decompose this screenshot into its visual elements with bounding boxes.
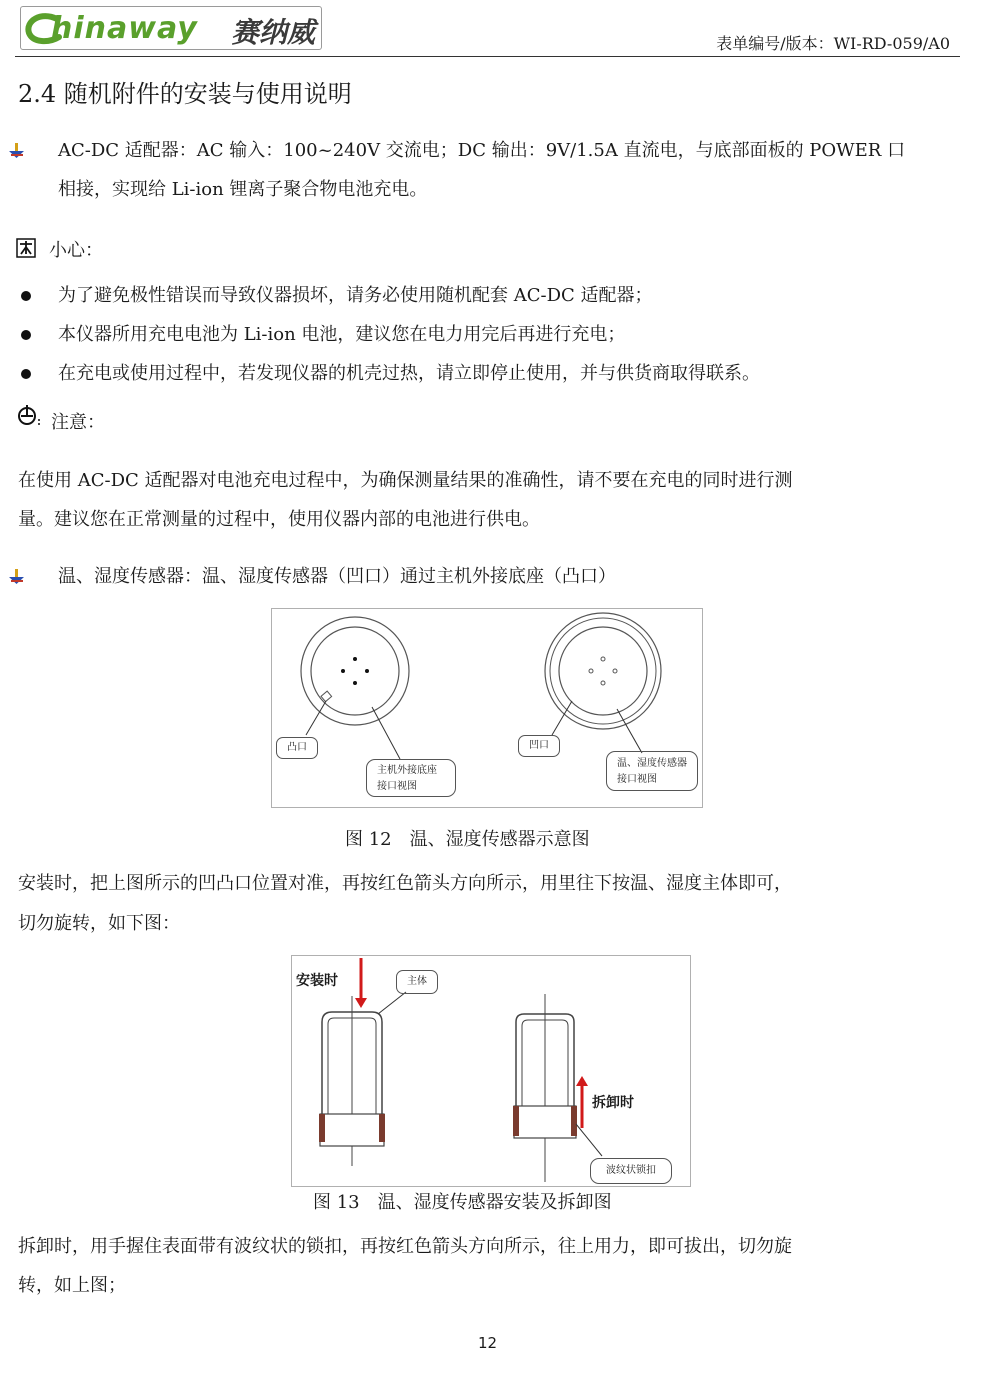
caution-item-1: 为了避免极性错误而导致仪器损坏，请务必使用随机配套 AC-DC 适配器；	[58, 285, 653, 306]
figure-13-install-diagram	[291, 955, 691, 1187]
body-label: 主体	[396, 970, 438, 994]
install-text-line2: 切勿旋转，如下图：	[18, 913, 180, 934]
install-label: 安装时	[296, 973, 338, 989]
bullet-dot	[21, 330, 31, 340]
section-title: 2.4 随机附件的安装与使用说明	[18, 80, 352, 108]
arrow-bullet-icon	[8, 568, 26, 586]
notice-timer-icon	[16, 402, 42, 428]
sensor-interface-label-line1: 温、湿度传感器	[617, 758, 687, 769]
install-text-line1: 安装时，把上图所示的凹凸口位置对准，再按红色箭头方向所示，用里往下按温、湿度主体即可，	[18, 873, 792, 894]
company-logo	[20, 6, 322, 50]
figure-13-caption: 图 13 温、湿度传感器安装及拆卸图	[313, 1192, 612, 1213]
logo-english-text: hinaway	[51, 11, 198, 46]
caution-item-3: 在充电或使用过程中，若发现仪器的机壳过热，请立即停止使用，并与供货商取得联系。	[58, 363, 760, 384]
notice-text-line1: 在使用 AC-DC 适配器对电池充电过程中，为确保测量结果的准确性，请不要在充电的同时进行测	[18, 470, 793, 491]
page-number: 12	[477, 1334, 498, 1352]
notice-text-line2: 量。建议您在正常测量的过程中，使用仪器内部的电池进行供电。	[18, 509, 540, 530]
host-base-label-line1: 主机外接底座	[377, 765, 437, 776]
sensor-interface-label-line2: 接口视图	[617, 774, 657, 785]
bullet-dot	[21, 369, 31, 379]
figure-13-drawing	[292, 956, 690, 1186]
remove-label: 拆卸时	[592, 1095, 634, 1111]
adapter-text-line1: AC-DC 适配器：AC 输入：100~240V 交流电；DC 输出：9V/1.5A 直流电，与底部面板的 POWER 口	[58, 140, 906, 161]
figure-12-caption: 图 12 温、湿度传感器示意图	[345, 829, 590, 850]
sensor-text: 温、湿度传感器：温、湿度传感器（凹口）通过主机外接底座（凸口）	[58, 566, 616, 587]
caution-item-2: 本仪器所用充电电池为 Li-ion 电池，建议您在电力用完后再进行充电；	[58, 324, 626, 345]
form-number: 表单编号/版本：WI-RD-059/A0	[716, 34, 950, 53]
bullet-dot	[21, 291, 31, 301]
caution-label: 小心：	[49, 240, 103, 261]
sensor-interface-label	[606, 751, 698, 791]
figure-12-connector-diagram	[271, 608, 703, 808]
logo-chinese-text: 赛纳威	[231, 16, 316, 49]
remove-text-line2: 转，如上图；	[18, 1275, 126, 1296]
lock-label: 波纹状锁扣	[590, 1158, 672, 1184]
adapter-text-line2: 相接，实现给 Li-ion 锂离子聚合物电池充电。	[58, 179, 428, 200]
notice-label: 注意：	[51, 412, 105, 433]
remove-text-line1: 拆卸时，用手握住表面带有波纹状的锁扣，再按红色箭头方向所示，往上用力，即可拔出，切勿旋	[18, 1236, 792, 1257]
arrow-bullet-icon	[8, 142, 26, 160]
header-divider	[15, 56, 960, 57]
host-base-label-line2: 接口视图	[377, 781, 417, 792]
caution-hand-icon	[16, 238, 36, 258]
convex-label: 凸口	[276, 737, 318, 759]
concave-label: 凹口	[518, 735, 560, 757]
host-base-label	[366, 759, 456, 797]
